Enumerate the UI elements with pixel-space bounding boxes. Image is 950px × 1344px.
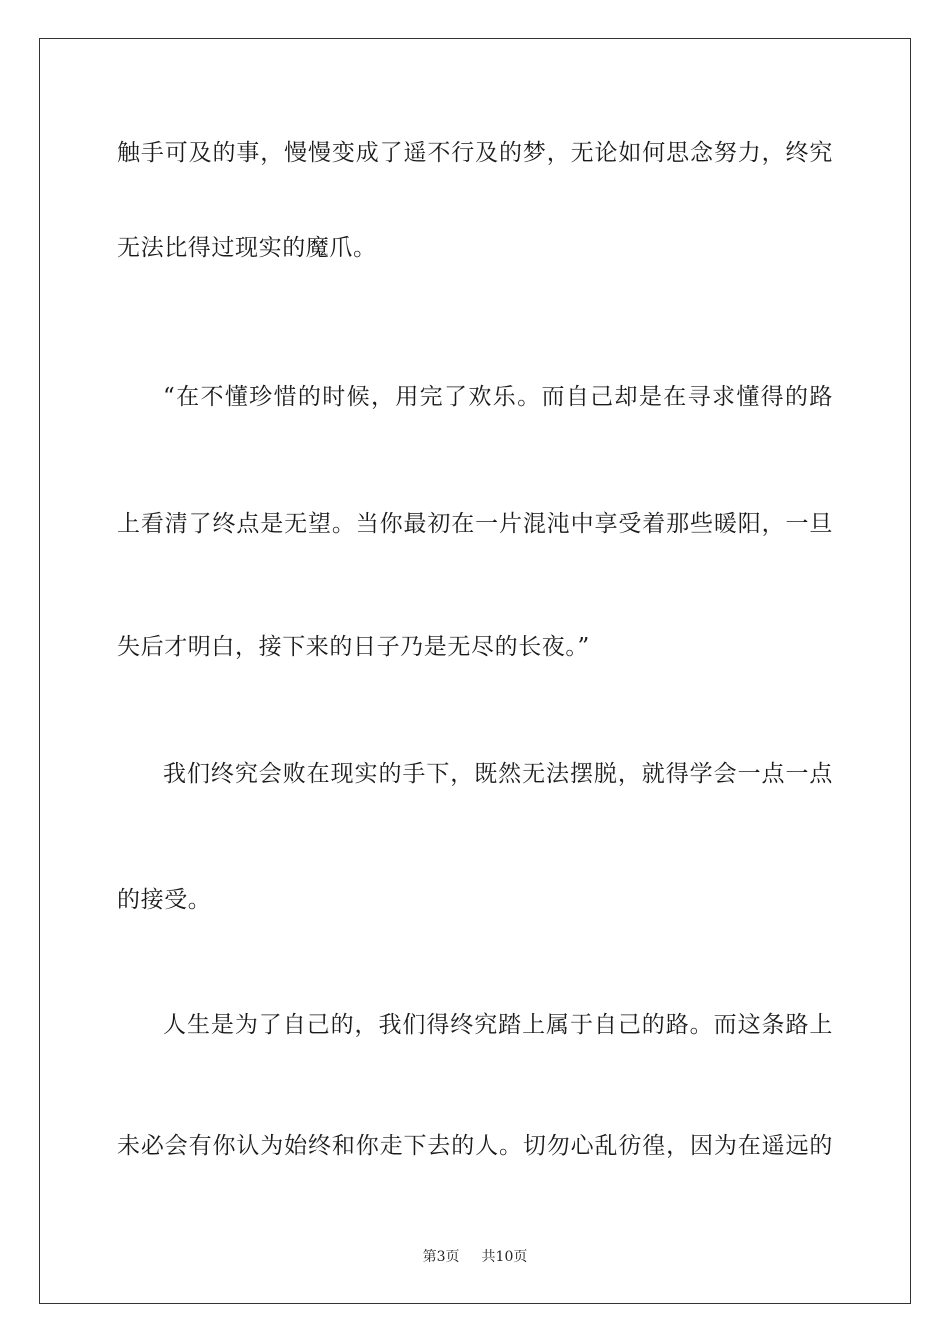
page-footer [0,1248,950,1266]
paragraph-line: 上看清了终点是无望。当你最初在一片混沌中享受着那些暖阳，一旦 [117,511,833,537]
paragraph-line: 的接受。 [117,887,212,913]
paragraph-line: 未必会有你认为始终和你走下去的人。切勿心乱彷徨，因为在遥远的 [117,1133,833,1159]
paragraph-line: “在不懂珍惜的时候，用完了欢乐。而自己却是在寻求懂得的路 [163,384,833,410]
paragraph-line: 失后才明白，接下来的日子乃是无尽的长夜。” [117,634,590,660]
paragraph-line: 人生是为了自己的，我们得终究踏上属于自己的路。而这条路上 [163,1012,833,1038]
paragraph-line: 无法比得过现实的魔爪。 [117,235,377,261]
page-total: 共10页 [481,1249,528,1265]
paragraph-line: 我们终究会败在现实的手下，既然无法摆脱，就得学会一点一点 [163,761,833,787]
page-border [39,38,911,1304]
paragraph-line: 触手可及的事，慢慢变成了遥不行及的梦，无论如何思念努力，终究 [117,140,833,166]
page-number: 第3页 [422,1249,460,1265]
